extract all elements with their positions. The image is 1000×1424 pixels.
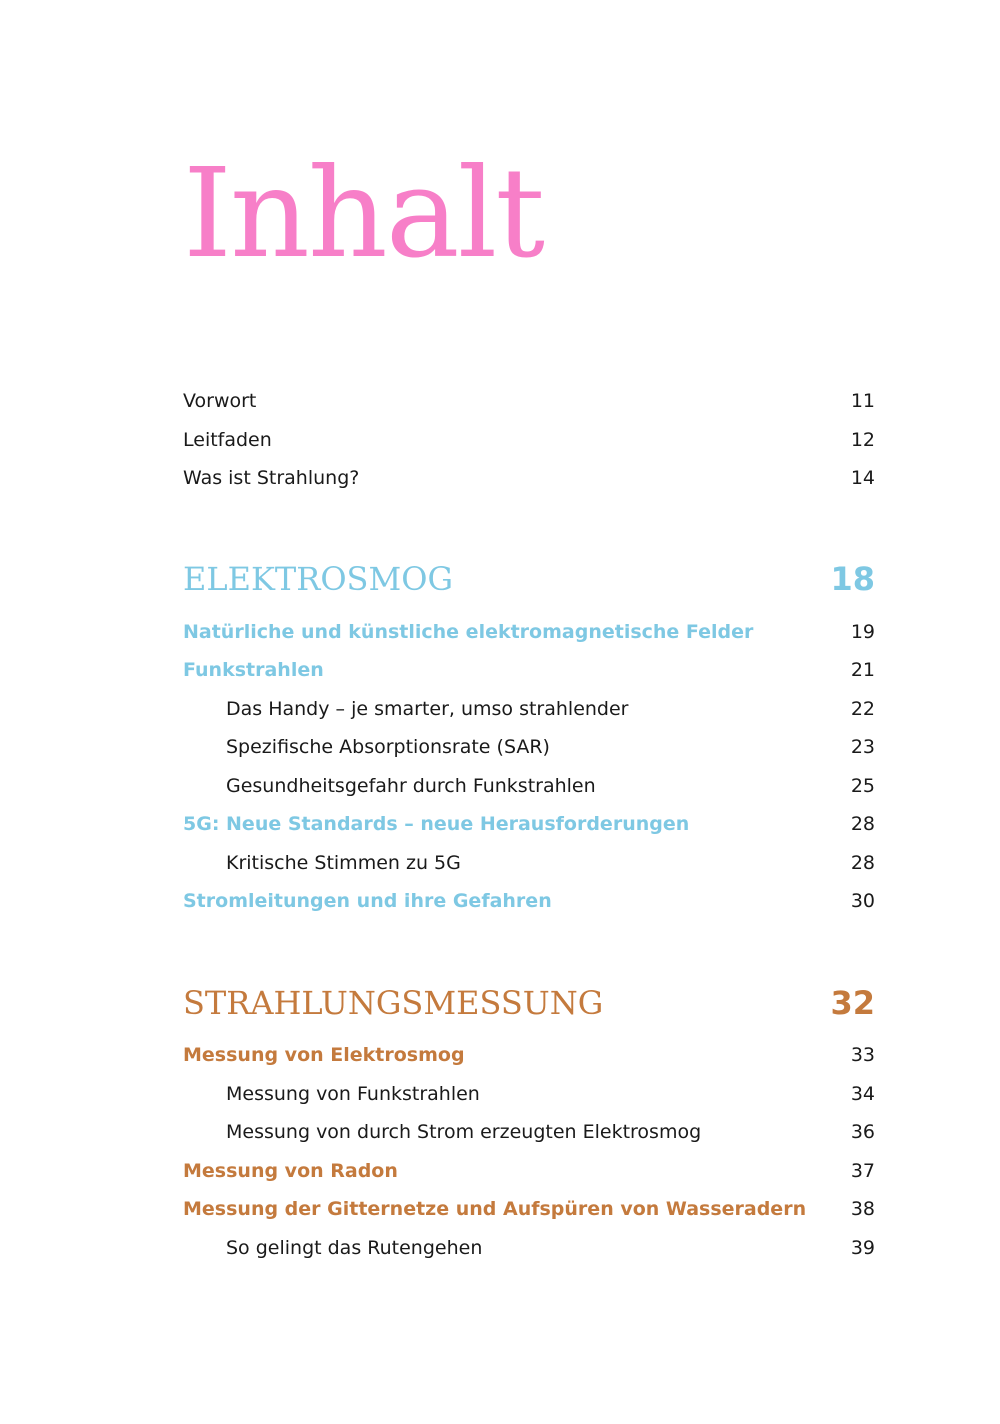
toc-entry-label: Kritische Stimmen zu 5G	[226, 852, 461, 874]
toc-entry-label: Natürliche und künstliche elektromagnetische Felder	[183, 621, 754, 643]
toc-entry-page: 39	[850, 1237, 875, 1259]
toc-subentry-gesundheitsgefahr[interactable]	[183, 771, 875, 801]
toc-subentry-rutengehen[interactable]	[183, 1233, 875, 1263]
toc-entry-page: 38	[850, 1198, 875, 1220]
toc-entry-vorwort[interactable]	[183, 386, 875, 416]
toc-chapter-felder[interactable]	[183, 617, 875, 647]
toc-subentry-handy[interactable]	[183, 694, 875, 724]
toc-chapter-gitternetze[interactable]	[183, 1194, 875, 1224]
toc-entry-page: 33	[850, 1044, 875, 1066]
section-heading-page: 18	[830, 560, 875, 598]
toc-entry-label: So gelingt das Rutengehen	[226, 1237, 483, 1259]
toc-entry-leitfaden[interactable]	[183, 425, 875, 455]
page-title: Inhalt	[183, 142, 544, 286]
toc-entry-page: 19	[850, 621, 875, 643]
toc-entry-label: Was ist Strahlung?	[183, 467, 360, 489]
toc-entry-label: Stromleitungen und ihre Gefahren	[183, 890, 552, 912]
section-heading-strahlungsmessung[interactable]	[183, 981, 875, 1025]
toc-subentry-kritische-stimmen[interactable]	[183, 848, 875, 878]
toc-entry-page: 12	[850, 429, 875, 451]
toc-chapter-funkstrahlen[interactable]	[183, 655, 875, 685]
toc-entry-label: 5G: Neue Standards – neue Herausforderungen	[183, 813, 690, 835]
toc-entry-label: Messung von durch Strom erzeugten Elektrosmog	[226, 1121, 702, 1143]
toc-entry-label: Messung von Radon	[183, 1160, 398, 1182]
toc-entry-label: Vorwort	[183, 390, 257, 412]
toc-entry-label: Messung von Elektrosmog	[183, 1044, 465, 1066]
toc-entry-label: Messung von Funkstrahlen	[226, 1083, 480, 1105]
toc-subentry-messung-strom[interactable]	[183, 1117, 875, 1147]
toc-subentry-messung-funkstrahlen[interactable]	[183, 1079, 875, 1109]
toc-entry-was-ist-strahlung[interactable]	[183, 463, 875, 493]
toc-entry-label: Messung der Gitternetze und Aufspüren von Wasseradern	[183, 1198, 807, 1220]
toc-subentry-sar[interactable]	[183, 732, 875, 762]
toc-entry-page: 21	[850, 659, 875, 681]
toc-entry-page: 14	[850, 467, 875, 489]
toc-entry-page: 23	[850, 736, 875, 758]
toc-entry-page: 28	[850, 813, 875, 835]
toc-entry-label: Spezifische Absorptionsrate (SAR)	[226, 736, 550, 758]
toc-entry-label: Gesundheitsgefahr durch Funkstrahlen	[226, 775, 596, 797]
toc-entry-page: 34	[850, 1083, 875, 1105]
toc-entry-page: 30	[850, 890, 875, 912]
toc-entry-page: 25	[850, 775, 875, 797]
section-heading-label: STRAHLUNGSMESSUNG	[183, 984, 604, 1022]
toc-chapter-messung-elektrosmog[interactable]	[183, 1040, 875, 1070]
toc-chapter-stromleitungen[interactable]	[183, 886, 875, 916]
toc-entry-page: 28	[850, 852, 875, 874]
toc-entry-label: Leitfaden	[183, 429, 272, 451]
toc-entry-page: 36	[850, 1121, 875, 1143]
section-heading-label: ELEKTROSMOG	[183, 560, 454, 598]
toc-chapter-5g[interactable]	[183, 809, 875, 839]
section-heading-elektrosmog[interactable]	[183, 557, 875, 601]
toc-entry-page: 11	[850, 390, 875, 412]
toc-chapter-messung-radon[interactable]	[183, 1156, 875, 1186]
toc-entry-page: 22	[850, 698, 875, 720]
toc-entry-label: Funkstrahlen	[183, 659, 324, 681]
toc-entry-label: Das Handy – je smarter, umso strahlender	[226, 698, 629, 720]
section-heading-page: 32	[830, 984, 875, 1022]
toc-entry-page: 37	[850, 1160, 875, 1182]
